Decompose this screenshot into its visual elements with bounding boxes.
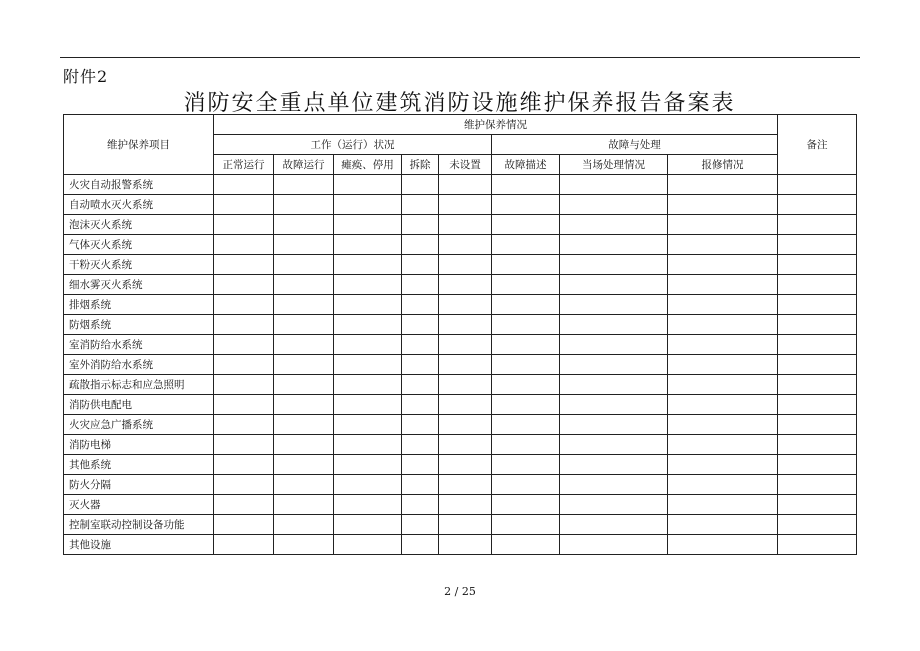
table-cell	[778, 475, 857, 495]
table-cell	[274, 395, 334, 415]
top-rule	[60, 57, 860, 58]
table-cell	[439, 475, 492, 495]
table-cell	[778, 455, 857, 475]
table-cell	[274, 455, 334, 475]
table-cell	[560, 535, 668, 555]
table-cell	[668, 175, 778, 195]
table-cell	[668, 295, 778, 315]
header-fault-description: 故障描述	[492, 155, 560, 175]
table-cell	[492, 315, 560, 335]
table-row	[64, 235, 857, 255]
table-cell	[402, 475, 439, 495]
table-cell	[492, 335, 560, 355]
table-cell	[274, 195, 334, 215]
table-cell	[439, 455, 492, 475]
table-cell	[439, 535, 492, 555]
table-cell	[492, 475, 560, 495]
table-cell	[274, 415, 334, 435]
table-cell	[668, 535, 778, 555]
table-row	[64, 495, 857, 515]
table-cell	[439, 175, 492, 195]
table-cell	[439, 495, 492, 515]
table-cell	[214, 315, 274, 335]
table-cell	[402, 295, 439, 315]
header-paralyzed-stopped: 瘫痪、停用	[334, 155, 402, 175]
table-cell	[334, 255, 402, 275]
table-cell	[402, 195, 439, 215]
table-cell	[214, 355, 274, 375]
table-cell	[274, 495, 334, 515]
header-repair-report: 报修情况	[668, 155, 778, 175]
table-cell	[274, 355, 334, 375]
table-cell	[668, 455, 778, 475]
table-cell	[778, 215, 857, 235]
table-cell	[402, 375, 439, 395]
header-fault-handling: 故障与处理	[492, 135, 778, 155]
table-row	[64, 175, 857, 195]
row-item-label: 火灾应急广播系统	[64, 415, 214, 435]
table-cell	[214, 535, 274, 555]
table-cell	[402, 355, 439, 375]
table-cell	[439, 295, 492, 315]
table-cell	[402, 215, 439, 235]
row-item-label: 气体灭火系统	[64, 235, 214, 255]
table-cell	[274, 335, 334, 355]
table-row	[64, 475, 857, 495]
table-cell	[274, 475, 334, 495]
table-cell	[334, 475, 402, 495]
table-cell	[778, 255, 857, 275]
table-cell	[439, 375, 492, 395]
table-cell	[492, 355, 560, 375]
table-cell	[334, 215, 402, 235]
table-cell	[274, 175, 334, 195]
table-cell	[492, 395, 560, 415]
table-cell	[334, 295, 402, 315]
row-item-label: 细水雾灭火系统	[64, 275, 214, 295]
table-cell	[439, 335, 492, 355]
row-item-label: 排烟系统	[64, 295, 214, 315]
table-cell	[492, 455, 560, 475]
document-title: 消防安全重点单位建筑消防设施维护保养报告备案表	[183, 91, 736, 116]
table-cell	[668, 395, 778, 415]
table-cell	[668, 375, 778, 395]
row-item-label: 控制室联动控制设备功能	[64, 515, 214, 535]
row-item-label: 其他设施	[64, 535, 214, 555]
table-cell	[402, 255, 439, 275]
table-cell	[492, 255, 560, 275]
table-cell	[334, 195, 402, 215]
table-row	[64, 415, 857, 435]
table-row	[64, 295, 857, 315]
table-cell	[402, 235, 439, 255]
table-cell	[274, 535, 334, 555]
table-cell	[492, 375, 560, 395]
table-cell	[402, 415, 439, 435]
row-item-label: 消防供电配电	[64, 395, 214, 415]
table-cell	[214, 275, 274, 295]
table-cell	[214, 215, 274, 235]
table-cell	[668, 315, 778, 335]
table-cell	[778, 435, 857, 455]
table-cell	[668, 215, 778, 235]
table-cell	[439, 435, 492, 455]
table-cell	[560, 355, 668, 375]
table-cell	[214, 195, 274, 215]
table-cell	[274, 435, 334, 455]
table-cell	[334, 315, 402, 335]
table-cell	[274, 295, 334, 315]
table-cell	[214, 515, 274, 535]
table-cell	[402, 455, 439, 475]
table-cell	[492, 495, 560, 515]
table-cell	[560, 335, 668, 355]
maintenance-report-table	[63, 114, 857, 555]
table-cell	[560, 255, 668, 275]
table-cell	[214, 475, 274, 495]
table-cell	[214, 175, 274, 195]
header-normal-operation: 正常运行	[214, 155, 274, 175]
table-cell	[274, 275, 334, 295]
table-cell	[778, 375, 857, 395]
row-item-label: 火灾自动报警系统	[64, 175, 214, 195]
table-cell	[402, 315, 439, 335]
table-cell	[334, 515, 402, 535]
row-item-label: 干粉灭火系统	[64, 255, 214, 275]
table-cell	[668, 195, 778, 215]
row-item-label: 自动喷水灭火系统	[64, 195, 214, 215]
table-cell	[668, 415, 778, 435]
table-cell	[560, 215, 668, 235]
table-cell	[402, 495, 439, 515]
page-number: 2 / 25	[444, 585, 476, 598]
table-cell	[334, 335, 402, 355]
table-row	[64, 395, 857, 415]
header-item: 维护保养项目	[64, 115, 214, 175]
table-cell	[274, 235, 334, 255]
table-row	[64, 275, 857, 295]
table-cell	[492, 535, 560, 555]
table-cell	[334, 455, 402, 475]
table-cell	[560, 515, 668, 535]
table-cell	[214, 455, 274, 475]
table-cell	[778, 295, 857, 315]
header-work-status: 工作（运行）状况	[214, 135, 492, 155]
table-cell	[668, 355, 778, 375]
table-cell	[778, 535, 857, 555]
table-cell	[778, 315, 857, 335]
table-cell	[778, 335, 857, 355]
table-row	[64, 375, 857, 395]
table-row	[64, 315, 857, 335]
header-remark: 备注	[778, 115, 857, 175]
table-cell	[492, 275, 560, 295]
table-cell	[439, 415, 492, 435]
table-cell	[668, 495, 778, 515]
table-cell	[334, 535, 402, 555]
table-cell	[560, 195, 668, 215]
table-cell	[560, 415, 668, 435]
table-cell	[492, 235, 560, 255]
table-cell	[334, 275, 402, 295]
table-cell	[214, 295, 274, 315]
table-cell	[778, 415, 857, 435]
table-cell	[439, 355, 492, 375]
table-cell	[274, 375, 334, 395]
table-cell	[560, 495, 668, 515]
table-cell	[560, 175, 668, 195]
row-item-label: 防火分隔	[64, 475, 214, 495]
table-cell	[439, 215, 492, 235]
table-cell	[439, 195, 492, 215]
table-cell	[560, 235, 668, 255]
table-cell	[334, 495, 402, 515]
table-row	[64, 535, 857, 555]
table-row	[64, 335, 857, 355]
table-cell	[274, 255, 334, 275]
table-cell	[334, 435, 402, 455]
table-cell	[492, 195, 560, 215]
table-cell	[214, 495, 274, 515]
table-body	[64, 175, 857, 555]
table-cell	[402, 435, 439, 455]
table-cell	[214, 235, 274, 255]
table-cell	[778, 515, 857, 535]
header-onsite-handling: 当场处理情况	[560, 155, 668, 175]
table-cell	[214, 255, 274, 275]
table-cell	[402, 275, 439, 295]
table-cell	[492, 515, 560, 535]
row-item-label: 室消防给水系统	[64, 335, 214, 355]
table-cell	[778, 355, 857, 375]
table-cell	[214, 415, 274, 435]
table-cell	[402, 395, 439, 415]
table-cell	[560, 395, 668, 415]
table-cell	[402, 175, 439, 195]
table-cell	[668, 235, 778, 255]
row-item-label: 疏散指示标志和应急照明	[64, 375, 214, 395]
table-cell	[214, 335, 274, 355]
table-cell	[402, 335, 439, 355]
table-row	[64, 215, 857, 235]
header-fault-operation: 故障运行	[274, 155, 334, 175]
table-cell	[778, 275, 857, 295]
table-cell	[560, 295, 668, 315]
table-cell	[668, 435, 778, 455]
table-row	[64, 355, 857, 375]
table-cell	[274, 215, 334, 235]
table-cell	[668, 335, 778, 355]
table-cell	[214, 435, 274, 455]
attachment-label: 附件2	[63, 67, 109, 86]
table-cell	[439, 515, 492, 535]
table-cell	[402, 515, 439, 535]
row-item-label: 灭火器	[64, 495, 214, 515]
table-cell	[778, 235, 857, 255]
table-cell	[402, 535, 439, 555]
table-cell	[668, 275, 778, 295]
row-item-label: 其他系统	[64, 455, 214, 475]
table-cell	[560, 315, 668, 335]
table-row	[64, 515, 857, 535]
table-cell	[274, 315, 334, 335]
table-row	[64, 255, 857, 275]
row-item-label: 泡沫灭火系统	[64, 215, 214, 235]
table-cell	[439, 255, 492, 275]
row-item-label: 防烟系统	[64, 315, 214, 335]
row-item-label: 室外消防给水系统	[64, 355, 214, 375]
table-cell	[560, 275, 668, 295]
table-cell	[560, 475, 668, 495]
table-cell	[778, 495, 857, 515]
table-cell	[560, 375, 668, 395]
table-cell	[560, 435, 668, 455]
table-cell	[439, 315, 492, 335]
table-cell	[492, 415, 560, 435]
table-row	[64, 455, 857, 475]
table-cell	[274, 515, 334, 535]
table-cell	[492, 175, 560, 195]
table-cell	[334, 235, 402, 255]
header-removed: 拆除	[402, 155, 439, 175]
table-cell	[214, 395, 274, 415]
table-cell	[492, 295, 560, 315]
table-cell	[668, 515, 778, 535]
table-cell	[334, 415, 402, 435]
table-cell	[334, 375, 402, 395]
table-row	[64, 435, 857, 455]
header-not-installed: 未设置	[439, 155, 492, 175]
table-cell	[334, 175, 402, 195]
table-cell	[439, 235, 492, 255]
table-cell	[334, 395, 402, 415]
table-row	[64, 195, 857, 215]
table-cell	[778, 195, 857, 215]
table-cell	[778, 395, 857, 415]
table-cell	[560, 455, 668, 475]
table-cell	[492, 435, 560, 455]
header-maintenance-status: 维护保养情况	[214, 115, 778, 135]
table-cell	[439, 275, 492, 295]
table-cell	[778, 175, 857, 195]
row-item-label: 消防电梯	[64, 435, 214, 455]
table-cell	[492, 215, 560, 235]
table-cell	[439, 395, 492, 415]
table-cell	[668, 255, 778, 275]
table-cell	[334, 355, 402, 375]
table-cell	[214, 375, 274, 395]
table-cell	[668, 475, 778, 495]
